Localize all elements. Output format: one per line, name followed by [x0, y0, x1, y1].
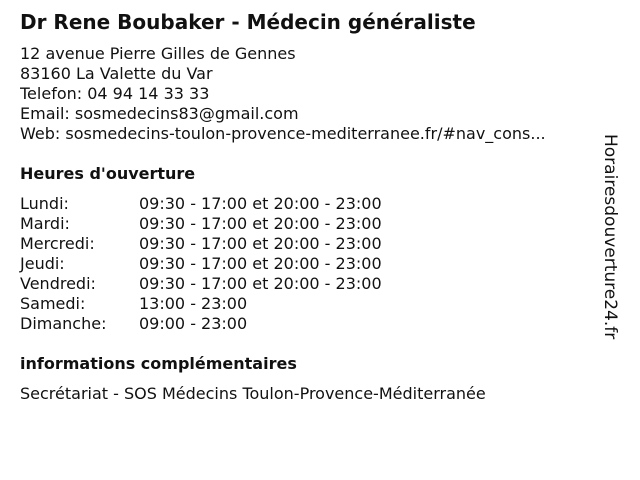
contact-info: [20, 44, 605, 144]
day-label: Mardi:: [20, 214, 70, 233]
phone-number: Telefon: 04 94 14 33 33: [20, 84, 210, 103]
website-link[interactable]: Web: sosmedecins-toulon-provence-mediterranee.fr/#nav_cons...: [20, 124, 546, 143]
time-range: 09:00 - 23:00: [139, 314, 248, 333]
day-label: Dimanche:: [20, 314, 107, 333]
hours-row-friday: [20, 274, 382, 294]
day-label: Mercredi:: [20, 234, 95, 253]
day-label: Vendredi:: [20, 274, 96, 293]
day-label: Lundi:: [20, 194, 69, 213]
page-title: Dr Rene Boubaker - Médecin généraliste: [20, 10, 476, 34]
hours-row-sunday: [20, 314, 382, 334]
email-address: Email: sosmedecins83@gmail.com: [20, 104, 299, 123]
time-range: 09:30 - 17:00 et 20:00 - 23:00: [139, 194, 382, 213]
day-label: Jeudi:: [20, 254, 65, 273]
hours-row-monday: [20, 194, 382, 214]
city-address: 83160 La Valette du Var: [20, 64, 213, 83]
site-watermark: Horairesdouverture24.fr: [600, 134, 620, 340]
hours-row-tuesday: [20, 214, 382, 234]
additional-info-text: Secrétariat - SOS Médecins Toulon-Provence-Méditerranée: [20, 384, 486, 403]
hours-row-thursday: [20, 254, 382, 274]
time-range: 09:30 - 17:00 et 20:00 - 23:00: [139, 274, 382, 293]
hours-row-wednesday: [20, 234, 382, 254]
hours-row-saturday: [20, 294, 382, 314]
time-range: 13:00 - 23:00: [139, 294, 248, 313]
opening-hours-heading: Heures d'ouverture: [20, 164, 196, 183]
street-address: 12 avenue Pierre Gilles de Gennes: [20, 44, 296, 63]
additional-info-heading: informations complémentaires: [20, 354, 297, 373]
time-range: 09:30 - 17:00 et 20:00 - 23:00: [139, 214, 382, 233]
time-range: 09:30 - 17:00 et 20:00 - 23:00: [139, 234, 382, 253]
time-range: 09:30 - 17:00 et 20:00 - 23:00: [139, 254, 382, 273]
day-label: Samedi:: [20, 294, 86, 313]
opening-hours-table: [20, 194, 382, 334]
